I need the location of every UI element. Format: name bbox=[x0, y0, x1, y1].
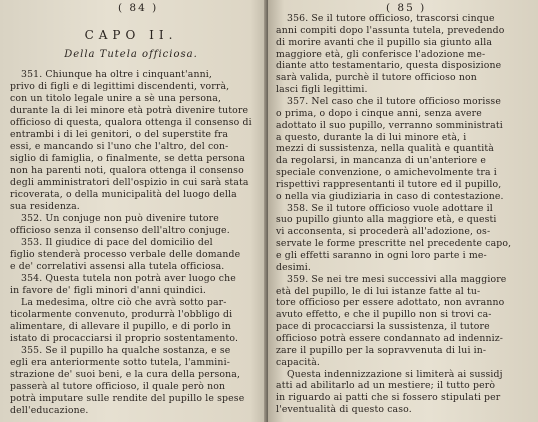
text-line: adottato il suo pupillo, verranno somministrati bbox=[276, 119, 503, 131]
text-line: suo pupillo giunto alla maggiore età, e questi bbox=[276, 214, 497, 226]
text-line: in riguardo ai patti che si fossero stipulati per bbox=[276, 392, 501, 404]
chapter-heading: CAPO II. bbox=[84, 28, 178, 42]
text-line: zare il pupillo per la sopravvenuta di lui in- bbox=[276, 344, 487, 356]
text-line: con un titolo legale unire a sè una persona, bbox=[10, 93, 222, 104]
text-line: officioso potrà essere condannato ad indenniz- bbox=[276, 332, 504, 344]
text-line: 353. Il giudice di pace del domicilio del bbox=[21, 237, 213, 248]
text-line: diante atto testamentario, questa disposizione bbox=[276, 60, 502, 72]
text-line: egli era anteriormente sotto tutela, l'ammini- bbox=[10, 357, 230, 368]
text-line: degli amministratori dell'ospizio in cui sarà stata bbox=[10, 177, 249, 188]
text-line: officioso senza il consenso dell'altro conjuge. bbox=[10, 225, 230, 236]
text-line: essi, e mancando si l'uno che l'altro, del con- bbox=[10, 141, 229, 152]
text-line: a questo, durante la di lui minore età, i bbox=[276, 131, 467, 143]
text-line: officioso di questa, qualora ottenga il consenso di bbox=[10, 117, 252, 128]
text-line: e de' correlativi assensi alla tutela officiosa. bbox=[10, 261, 225, 272]
left-page-number: ( 84 ) bbox=[118, 2, 159, 14]
text-line: entrambi i di lei genitori, o del superstite fra bbox=[10, 129, 229, 140]
text-line: privo di figli e di legittimi discendenti, vorrà, bbox=[10, 81, 230, 92]
text-line: La medesima, oltre ciò che avrà sotto par- bbox=[21, 297, 227, 308]
text-line: vi acconsenta, si procederà all'adozione, os- bbox=[276, 226, 491, 238]
text-line: passerà al tutore officioso, il quale però non bbox=[10, 381, 226, 392]
text-line: 357. Nel caso che il tutore officioso morisse bbox=[287, 95, 501, 107]
text-line: 358. Se il tutore officioso vuole adottare il bbox=[287, 202, 493, 214]
right-page bbox=[268, 0, 538, 422]
text-line: pace di procacciarsi la sussistenza, il tutore bbox=[276, 321, 490, 333]
text-line: da regolarsi, in mancanza di un'anteriore e bbox=[276, 155, 487, 167]
text-line: non ha parenti noti, qualora ottenga il consenso bbox=[10, 165, 244, 176]
right-page-number: ( 85 ) bbox=[386, 2, 427, 14]
text-line: istato di procacciarsi il proprio sostentamento. bbox=[10, 333, 239, 344]
text-line: Questa indennizzazione si limiterà ai sussidj bbox=[287, 368, 503, 380]
text-line: speciale convenzione, o amichevolmente tra i bbox=[276, 167, 497, 179]
text-line: mezzi di sussistenza, nella qualità e quantità bbox=[276, 143, 494, 155]
text-line: e gli effetti saranno in ogni loro parte i me- bbox=[276, 250, 487, 261]
text-line: 351. Chiunque ha oltre i cinquant'anni, bbox=[21, 69, 212, 80]
text-line: 354. Questa tutela non potrà aver luogo che bbox=[21, 273, 236, 284]
text-line: atti ad abilitarlo ad un mestiere; il tutto però bbox=[276, 380, 496, 392]
text-line: anni compiti dopo l'assunta tutela, prevedendo bbox=[276, 24, 505, 36]
text-line: in favore de' figli minori d'anni quindici. bbox=[10, 285, 206, 296]
text-line: avuto effetto, e che il pupillo non si trovi ca- bbox=[276, 309, 492, 321]
text-line: desimi. bbox=[276, 261, 311, 273]
text-line: servate le forme prescritte nel precedente capo, bbox=[276, 238, 512, 250]
text-line: sarà valida, purchè il tutore officioso non bbox=[276, 72, 477, 84]
text-line: 359. Se nei tre mesi successivi alla maggiore bbox=[287, 273, 507, 285]
text-line: lasci figli legittimi. bbox=[276, 84, 368, 96]
text-line: ticolarmente convenuto, produrrà l'obbligo di bbox=[10, 309, 233, 320]
chapter-subheading: Della Tutela officiosa. bbox=[64, 49, 198, 60]
text-line: ricoverata, o della municipalità del luogo della bbox=[10, 189, 237, 200]
text-line: di morire avanti che il pupillo sia giunto alla bbox=[276, 36, 493, 48]
text-line: potrà imputare sulle rendite del pupillo le spese bbox=[10, 393, 245, 404]
text-line: strazione de' suoi beni, e la cura della persona, bbox=[10, 369, 241, 380]
text-line: età del pupillo, le di lui istanze fatte al tu- bbox=[276, 285, 481, 297]
text-line: 356. Se il tutore officioso, trascorsi cinque bbox=[287, 13, 495, 24]
text-line: tore officioso per essere adottato, non avranno bbox=[276, 297, 505, 309]
text-line: o nella via giudiziaria in caso di contestazione. bbox=[276, 190, 504, 202]
text-line: maggiore età, gli conferisce l'adozione me- bbox=[276, 48, 486, 60]
text-line: 355. Se il pupillo ha qualche sostanza, e se bbox=[21, 345, 231, 356]
text-line: alimentare, di allevare il pupillo, e di porlo in bbox=[10, 321, 231, 332]
text-line: o prima, o dopo i cinque anni, senza avere bbox=[276, 107, 482, 119]
text-line: siglio di famiglia, o finalmente, se detta persona bbox=[10, 153, 246, 164]
text-line: figlio stenderà processo verbale delle domande bbox=[10, 249, 241, 260]
text-line: durante la di lei minore età potrà divenire tutore bbox=[10, 105, 249, 116]
text-line: 352. Un conjuge non può divenire tutore bbox=[21, 213, 219, 224]
text-line: sua residenza. bbox=[10, 201, 80, 212]
text-line: dell'educazione. bbox=[10, 405, 89, 416]
text-line: rispettivi rappresentanti il tutore ed il pupillo, bbox=[276, 178, 502, 190]
text-line: capacità. bbox=[276, 356, 321, 368]
text-line: l'eventualità di questo caso. bbox=[276, 404, 412, 416]
